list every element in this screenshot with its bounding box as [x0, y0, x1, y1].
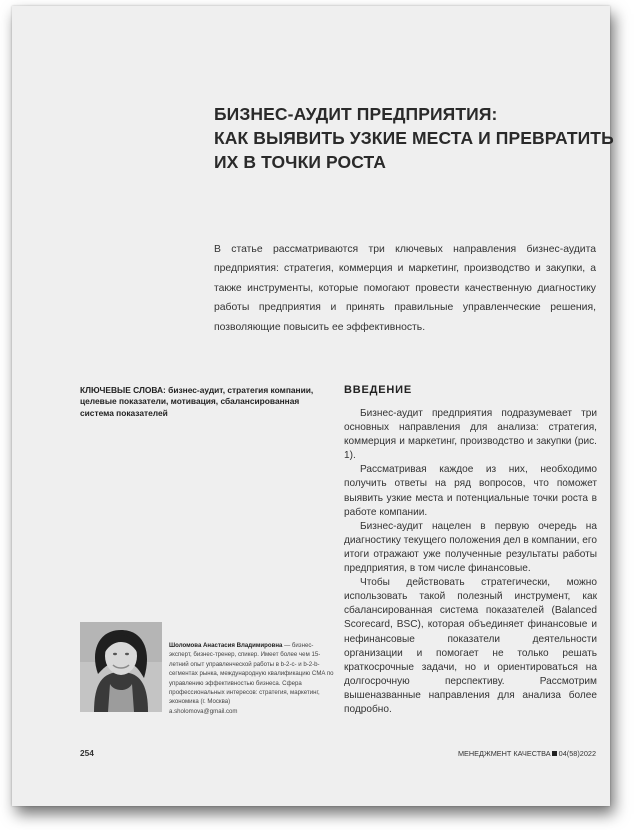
author-email[interactable]: a.sholomova@gmail.com: [169, 707, 238, 715]
issue-number: 04(58)2022: [558, 749, 596, 758]
title-line: КАК ВЫЯВИТЬ УЗКИЕ МЕСТА И ПРЕВРАТИТЬ: [214, 128, 614, 148]
title-line: ИХ В ТОЧКИ РОСТА: [214, 152, 386, 172]
body-paragraph: Бизнес-аудит предприятия подразумевает три основных направления для анализа: стратегия, коммерция и маркетинг, производство и закупки (рис. 1).: [344, 408, 597, 462]
separator-square-icon: [552, 751, 557, 756]
author-portrait-image: [80, 622, 162, 712]
author-description: — бизнес-эксперт, бизнес-тренер, спикер. Имеет более чем 15-летний опыт управленческой работы в b-2-c- и b-2-b-сегментах рынка, международную квалификацию CMA по управлению эффективностью бизнеса. Сфера профессиональных интересов: стратегия, маркетинг, экономика (г. Москва): [169, 642, 334, 706]
author-name: Шоломова Анастасия Владимировна: [169, 642, 283, 649]
article-title: [214, 102, 614, 174]
body-paragraph: Бизнес-аудит нацелен в первую очередь на диагностику текущего положения дел в компании, его итоги отражают уже полученные результаты работы предприятия, в том числе финансовые.: [344, 520, 597, 575]
body-paragraph: Чтобы действовать стратегически, можно использовать такой полезный инструмент, как сбалансированная система показателей (Balanced Scorecard, BSC), которая объединяет финансовые и нефинансовые показатели деятельности организации и помогает не только решать краткосрочные задачи, но и ориентироваться на долгосрочную перспективу. Рассмотрим вышеназванные направления для анализа более подробно.: [344, 577, 597, 715]
title-line: БИЗНЕС-АУДИТ ПРЕДПРИЯТИЯ:: [214, 104, 498, 124]
body-paragraph: Рассматривая каждое из них, необходимо получить ответы на ряд вопросов, что поможет выявить узкие места и потенциальные точки роста в работе компании.: [344, 464, 597, 518]
author-bio: [169, 641, 334, 716]
running-footer: [432, 749, 596, 758]
magazine-page: [12, 6, 614, 806]
page-number: 254: [80, 748, 94, 758]
author-photo: [80, 622, 162, 712]
keywords: КЛЮЧЕВЫЕ СЛОВА: бизнес-аудит, стратегия компании, целевые показатели, мотивация, сбалансированная система показателей: [80, 385, 314, 418]
article-abstract: В статье рассматриваются три ключевых направления бизнес-аудита предприятия: стратегия, коммерция и маркетинг, производство и закупки, а также инструменты, которые помогают провести качественную диагностику работы предприятия и принять правильные управленческие решения, позволяющие повысить ее эффективность.: [214, 244, 596, 333]
article-body: [344, 407, 597, 717]
section-heading: ВВЕДЕНИЕ: [344, 384, 412, 396]
journal-name: МЕНЕДЖМЕНТ КАЧЕСТВА: [457, 749, 551, 758]
